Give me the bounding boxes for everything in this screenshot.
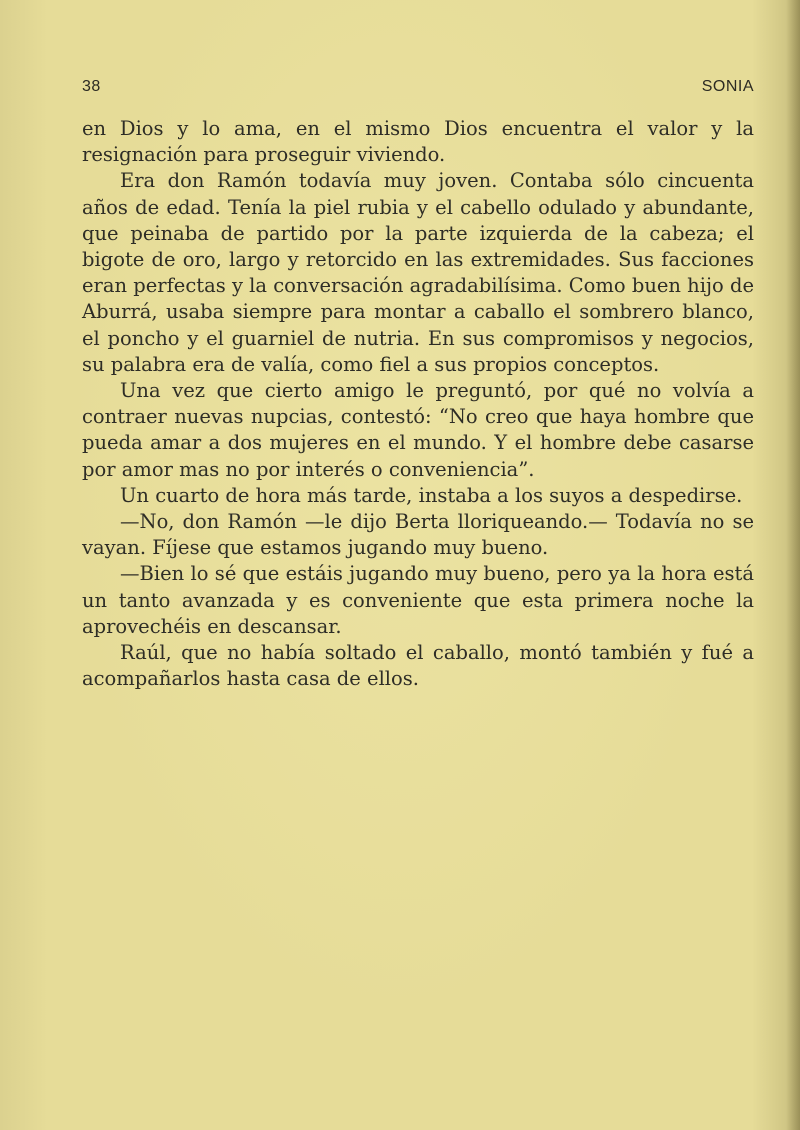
dialogue-paragraph: —Bien lo sé que estáis jugando muy bueno, pero ya la hora está un tanto avanzada y es conveniente que esta primera noche la aprovechéis en descansar. — [82, 562, 754, 638]
body-text — [82, 116, 754, 692]
page-edge-shadow — [786, 0, 800, 1130]
paragraph: Era don Ramón todavía muy joven. Contaba sólo cincuenta años de edad. Tenía la piel rubia y el cabello odulado y abundante, que peinaba de partido por la parte izquierda de la cabeza; el bigote de oro, largo y retorcido en las extremidades. Sus facciones eran perfectas y la conversación agradabilísima. Como buen hijo de Aburrá, usaba siempre para montar a caballo el sombrero blanco, el poncho y el guarniel de nutria. En sus compromisos y negocios, su palabra era de valía, como fiel a sus propios conceptos. — [82, 169, 754, 376]
paragraph: Un cuarto de hora más tarde, instaba a los suyos a despedirse. — [120, 483, 743, 507]
paragraph: Una vez que cierto amigo le preguntó, por qué no volvía a contraer nuevas nupcias, contestó: “No creo que haya hombre que pueda amar a dos mujeres en el mundo. Y el hombre debe casarse por amor mas no por interés o conveniencia”. — [82, 379, 754, 481]
paragraph-continuation: en Dios y lo ama, en el mismo Dios encuentra el valor y la resignación para proseguir viviendo. — [82, 117, 754, 167]
page-header — [82, 78, 754, 100]
dialogue-paragraph: —No, don Ramón —le dijo Berta lloriqueando.— Todavía no se vayan. Fíjese que estamos jugando muy bueno. — [82, 510, 754, 560]
running-title: SONIA — [701, 78, 754, 95]
paragraph: Raúl, que no había soltado el caballo, montó también y fué a acompañarlos hasta casa de ellos. — [82, 641, 754, 691]
page-number: 38 — [82, 78, 101, 95]
